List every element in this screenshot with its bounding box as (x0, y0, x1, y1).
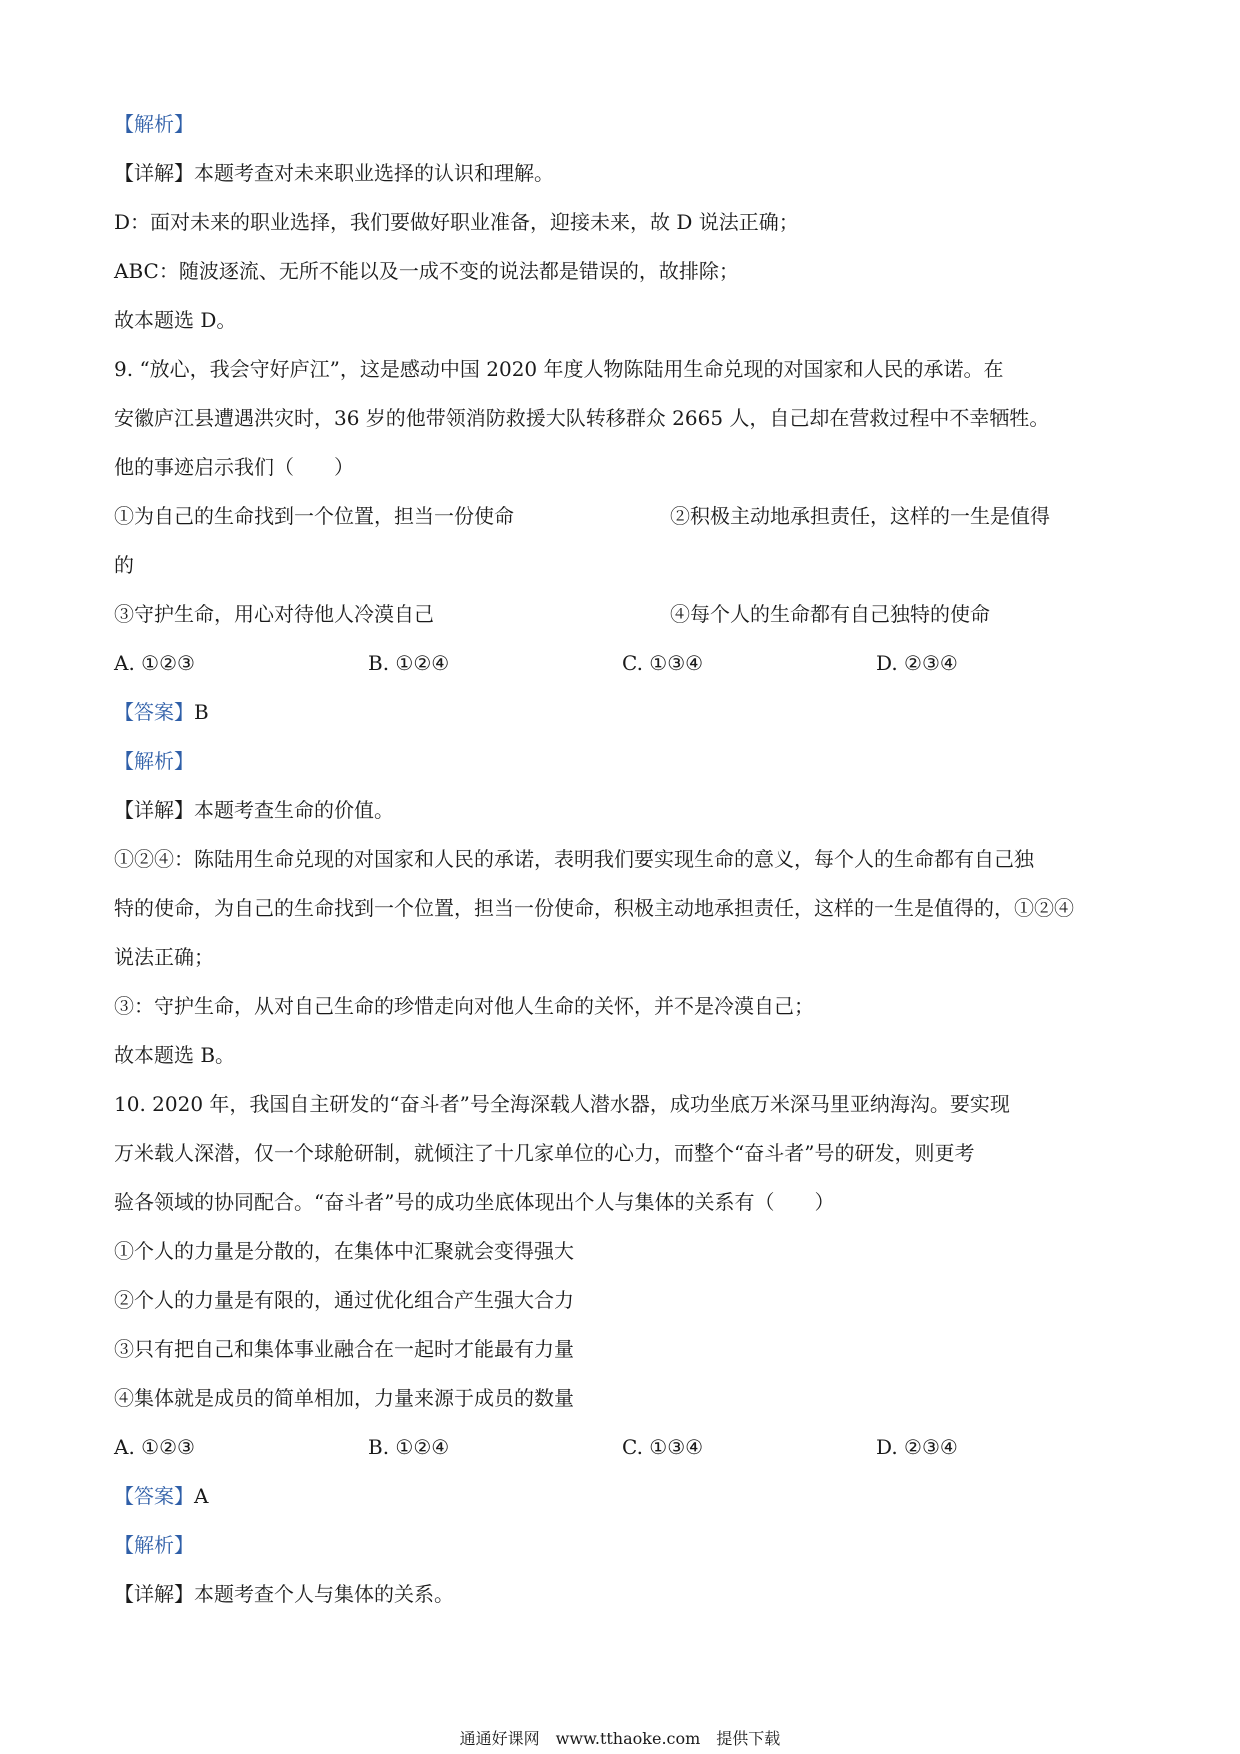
q9-option-c: C. ①③④ (622, 651, 704, 675)
q9-option-b: B. ①②④ (368, 651, 450, 675)
q10-item-2: ②个人的力量是有限的，通过优化组合产生强大合力 (114, 1288, 574, 1312)
detail-text: 本题考查对未来职业选择的认识和理解。 (194, 161, 554, 185)
detail-line (114, 149, 1144, 198)
explain-line-d: D：面对未来的职业选择，我们要做好职业准备，迎接未来，故 D 说法正确； (114, 210, 799, 234)
q10-option-a: A. ①②③ (114, 1435, 195, 1459)
q9-explain-line-4: ③：守护生命，从对自己生命的珍惜走向对他人生命的关怀，并不是冷漠自己； (114, 994, 814, 1018)
q10-item-1: ①个人的力量是分散的，在集体中汇聚就会变得强大 (114, 1239, 574, 1263)
q10-item-4: ④集体就是成员的简单相加，力量来源于成员的数量 (114, 1386, 574, 1410)
q10-option-d: D. ②③④ (876, 1435, 958, 1459)
q10-detail-line (114, 1570, 1144, 1619)
q10-option-b: B. ①②④ (368, 1435, 450, 1459)
q9-option-a: A. ①②③ (114, 651, 195, 675)
q9-explain-line-2: 特的使命，为自己的生命找到一个位置，担当一份使命，积极主动地承担责任，这样的一生是值得的，①②④ (114, 896, 1074, 920)
q10-item-3: ③只有把自己和集体事业融合在一起时才能最有力量 (114, 1337, 574, 1361)
q9-item-4: ④每个人的生命都有自己独特的使命 (670, 602, 990, 626)
q9-explain-line-1: ①②④：陈陆用生命兑现的对国家和人民的承诺，表明我们要实现生命的意义，每个人的生命都有自己独 (114, 847, 1034, 871)
q10-stem-line-1: 10. 2020 年，我国自主研发的“奋斗者”号全海深载人潜水器，成功坐底万米深马里亚纳海沟。要实现 (114, 1092, 1010, 1116)
q9-answer-line (114, 688, 1144, 737)
q9-items-row-2 (114, 590, 1144, 639)
page-footer: 通通好课网 www.tthaoke.com 提供下载 (459, 1729, 781, 1748)
explain-line-abc: ABC：随波逐流、无所不能以及一成不变的说法都是错误的，故排除； (114, 259, 739, 283)
answer-tag: 【答案】 (114, 700, 194, 724)
q10-answer: A (194, 1484, 209, 1508)
q9-stem-line-1: 9. “放心，我会守好庐江”，这是感动中国 2020 年度人物陈陆用生命兑现的对国家和人民的承诺。在 (114, 357, 1004, 381)
q9-item-3: ③守护生命，用心对待他人冷漠自己 (114, 602, 434, 626)
q10-stem-line-2: 万米载人深潜，仅一个球舱研制，就倾注了十几家单位的心力，而整个“奋斗者”号的研发，则更考 (114, 1141, 975, 1165)
q10-option-c: C. ①③④ (622, 1435, 704, 1459)
answer-tag: 【答案】 (114, 1484, 194, 1508)
document-content (114, 100, 1144, 1619)
conclusion-line: 故本题选 D。 (114, 308, 237, 332)
q10-analysis-heading: 【解析】 (114, 1533, 194, 1557)
q9-option-d: D. ②③④ (876, 651, 958, 675)
q9-analysis-heading: 【解析】 (114, 749, 194, 773)
q9-item-1: ①为自己的生命找到一个位置，担当一份使命 (114, 504, 514, 528)
q9-options (114, 639, 1144, 688)
q9-stem-line-3: 他的事迹启示我们（ ） (114, 455, 354, 479)
q9-items-row-1 (114, 492, 1144, 541)
detail-tag: 【详解】 (114, 161, 194, 185)
detail-tag: 【详解】 (114, 1582, 194, 1606)
q10-options (114, 1423, 1144, 1472)
analysis-heading: 【解析】 (114, 112, 194, 136)
q10-answer-line (114, 1472, 1144, 1521)
detail-text: 本题考查生命的价值。 (194, 798, 394, 822)
q9-conclusion: 故本题选 B。 (114, 1043, 236, 1067)
detail-text: 本题考查个人与集体的关系。 (194, 1582, 454, 1606)
q9-item-2-cont: 的 (114, 553, 134, 577)
detail-tag: 【详解】 (114, 798, 194, 822)
q9-item-2: ②积极主动地承担责任，这样的一生是值得 (670, 504, 1050, 528)
q9-explain-line-3: 说法正确； (114, 945, 214, 969)
q10-stem-line-3: 验各领域的协同配合。“奋斗者”号的成功坐底体现出个人与集体的关系有（ ） (114, 1190, 835, 1214)
q9-answer: B (194, 700, 209, 724)
q9-stem-line-2: 安徽庐江县遭遇洪灾时，36 岁的他带领消防救援大队转移群众 2665 人，自己却在营救过程中不幸牺牲。 (114, 406, 1050, 430)
q9-detail-line (114, 786, 1144, 835)
